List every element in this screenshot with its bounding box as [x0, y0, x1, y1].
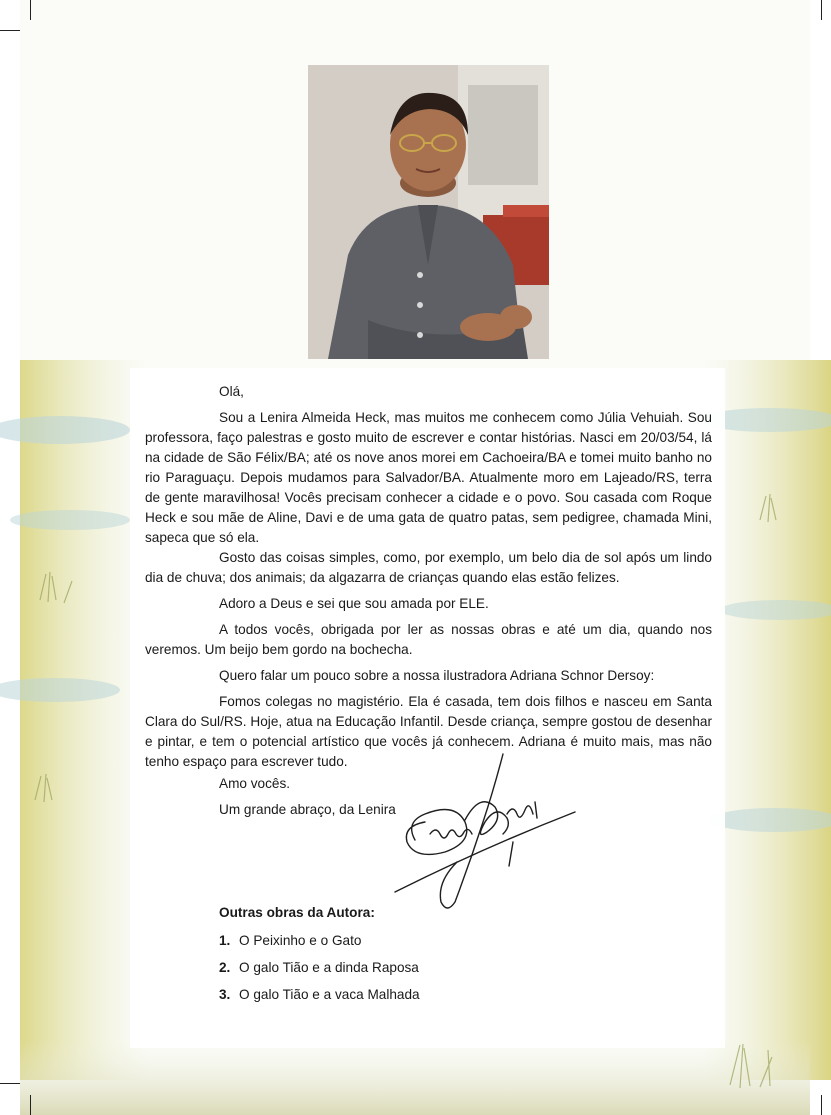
- other-works-title: Outras obras da Autora:: [219, 905, 375, 920]
- list-item: [219, 958, 420, 985]
- crop-mark: [821, 1095, 822, 1115]
- thanks-paragraph: A todos vocês, obrigada por ler as nossas obras e até um dia, quando nos veremos. Um beijo bem gordo na bochecha.: [145, 622, 712, 657]
- signature-image: [385, 752, 585, 917]
- crop-mark: [821, 0, 822, 20]
- faith-paragraph: Adoro a Deus e sei que sou amada por ELE.: [219, 596, 489, 611]
- illustrator-intro-paragraph: Quero falar um pouco sobre a nossa ilustradora Adriana Schnor Dersoy:: [219, 668, 655, 683]
- work-title: O galo Tião e a vaca Malhada: [239, 987, 420, 1002]
- illustrator-bio-paragraph: Fomos colegas no magistério. Ela é casada, tem dois filhos e nasceu em Santa Clara do Sul/RS. Hoje, atua na Educação Infantil. Desde criança, sempre gostou de desenhar e pintar, e tem o potencial artístico que vocês já conhecem. Adriana é muito mais, mas não tenho espaço para escrever tudo.: [145, 694, 712, 769]
- greeting: Olá,: [219, 384, 244, 399]
- crop-mark: [30, 1095, 31, 1115]
- work-title: O Peixinho e o Gato: [239, 933, 362, 948]
- closing-line-2: Um grande abraço, da Lenira: [219, 802, 396, 817]
- bio-paragraph: Sou a Lenira Almeida Heck, mas muitos me conhecem como Júlia Vehuiah. Sou professora, faço palestras e gosto muito de escrever e contar histórias. Nasci em 20/03/54, lá na cidade de São Félix/BA; até os nove anos morei em Cachoeira/BA e tomei muito banho no rio Paraguaçu. Depois mudamos para Salvador/BA. Atualmente moro em Lajeado/RS, terra de gente maravilhosa! Vocês precisam conhecer a cidade e o povo. Sou casada com Roque Heck e sou mãe de Aline, Davi e de uma gata de quatro patas, sem pedigree, chamada Mini, sapeca que só ela.: [145, 410, 712, 545]
- list-number: 2.: [219, 960, 231, 975]
- list-number: 1.: [219, 933, 231, 948]
- list-number: 3.: [219, 987, 231, 1002]
- author-photo: [308, 65, 549, 359]
- list-item: [219, 931, 420, 958]
- crop-mark: [0, 1083, 20, 1084]
- closing-line-1: Amo vocês.: [219, 776, 291, 791]
- list-item: [219, 985, 420, 1012]
- crop-mark: [30, 0, 31, 20]
- crop-mark: [0, 30, 20, 31]
- other-works-list: [219, 931, 420, 1012]
- work-title: O galo Tião e a dinda Raposa: [239, 960, 419, 975]
- likes-paragraph: Gosto das coisas simples, como, por exemplo, um belo dia de sol após um lindo dia de chuva; dos animais; da algazarra de crianças quando elas estão felizes.: [145, 550, 712, 585]
